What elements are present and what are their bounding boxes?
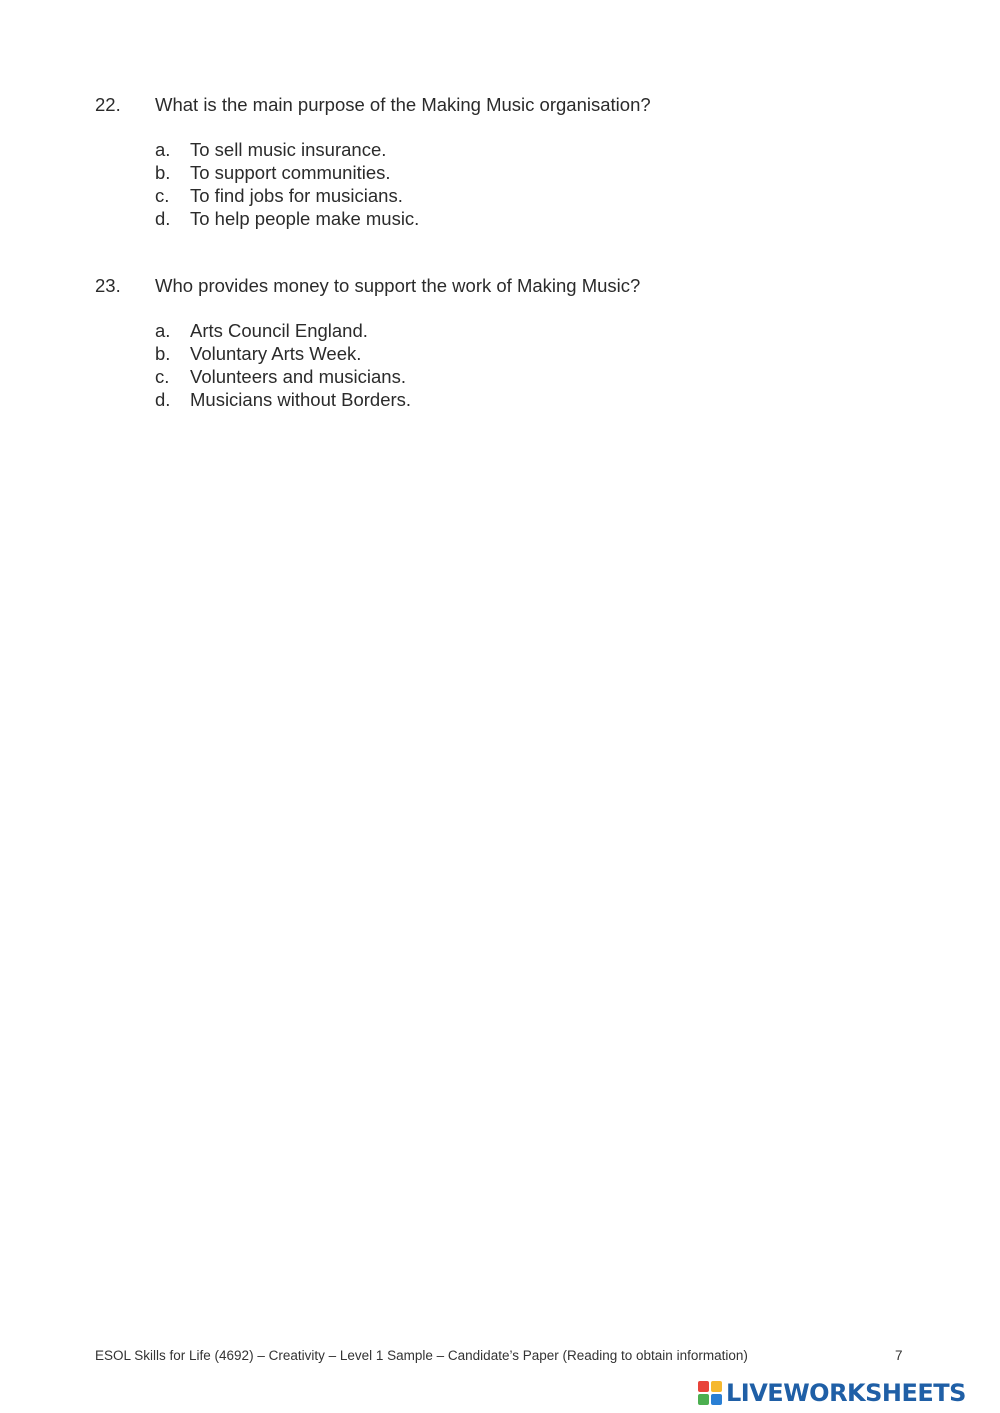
answer-option[interactable] — [155, 388, 915, 411]
question-22 — [95, 93, 915, 230]
option-text: To support communities. — [190, 162, 391, 183]
answer-option[interactable] — [155, 319, 915, 342]
question-22-stem — [95, 93, 915, 117]
logo-square-green — [698, 1394, 709, 1405]
answer-options — [155, 138, 915, 230]
answer-option[interactable] — [155, 207, 915, 230]
option-text: To sell music insurance. — [190, 139, 387, 160]
question-text: What is the main purpose of the Making Music organisation? — [155, 94, 651, 115]
answer-option[interactable] — [155, 138, 915, 161]
answer-option[interactable] — [155, 342, 915, 365]
logo-square-red — [698, 1381, 709, 1392]
option-letter: c. — [155, 185, 170, 206]
liveworksheets-watermark — [698, 1378, 966, 1408]
page-footer: ESOL Skills for Life (4692) – Creativity – Level 1 Sample – Candidate’s Paper (Reading to obtain information) — [95, 1348, 748, 1363]
option-letter: d. — [155, 389, 171, 410]
option-letter: b. — [155, 343, 171, 364]
liveworksheets-logo-icon — [698, 1381, 722, 1405]
option-text: Voluntary Arts Week. — [190, 343, 362, 364]
option-letter: d. — [155, 208, 171, 229]
question-number: 23. — [95, 275, 121, 296]
option-letter: a. — [155, 320, 171, 341]
answer-option[interactable] — [155, 161, 915, 184]
question-text: Who provides money to support the work of Making Music? — [155, 275, 641, 296]
question-23-stem — [95, 274, 915, 298]
logo-square-yellow — [711, 1381, 722, 1392]
option-letter: a. — [155, 139, 171, 160]
option-text: Volunteers and musicians. — [190, 366, 406, 387]
option-letter: c. — [155, 366, 170, 387]
answer-option[interactable] — [155, 184, 915, 207]
option-text: Arts Council England. — [190, 320, 368, 341]
question-number: 22. — [95, 94, 121, 115]
option-letter: b. — [155, 162, 171, 183]
option-text: Musicians without Borders. — [190, 389, 412, 410]
watermark-text: LIVEWORKSHEETS — [726, 1379, 966, 1407]
question-23 — [95, 274, 915, 411]
answer-option[interactable] — [155, 365, 915, 388]
logo-square-blue — [711, 1394, 722, 1405]
page-number: 7 — [895, 1348, 903, 1363]
answer-options — [155, 319, 915, 411]
option-text: To help people make music. — [190, 208, 420, 229]
option-text: To find jobs for musicians. — [190, 185, 403, 206]
